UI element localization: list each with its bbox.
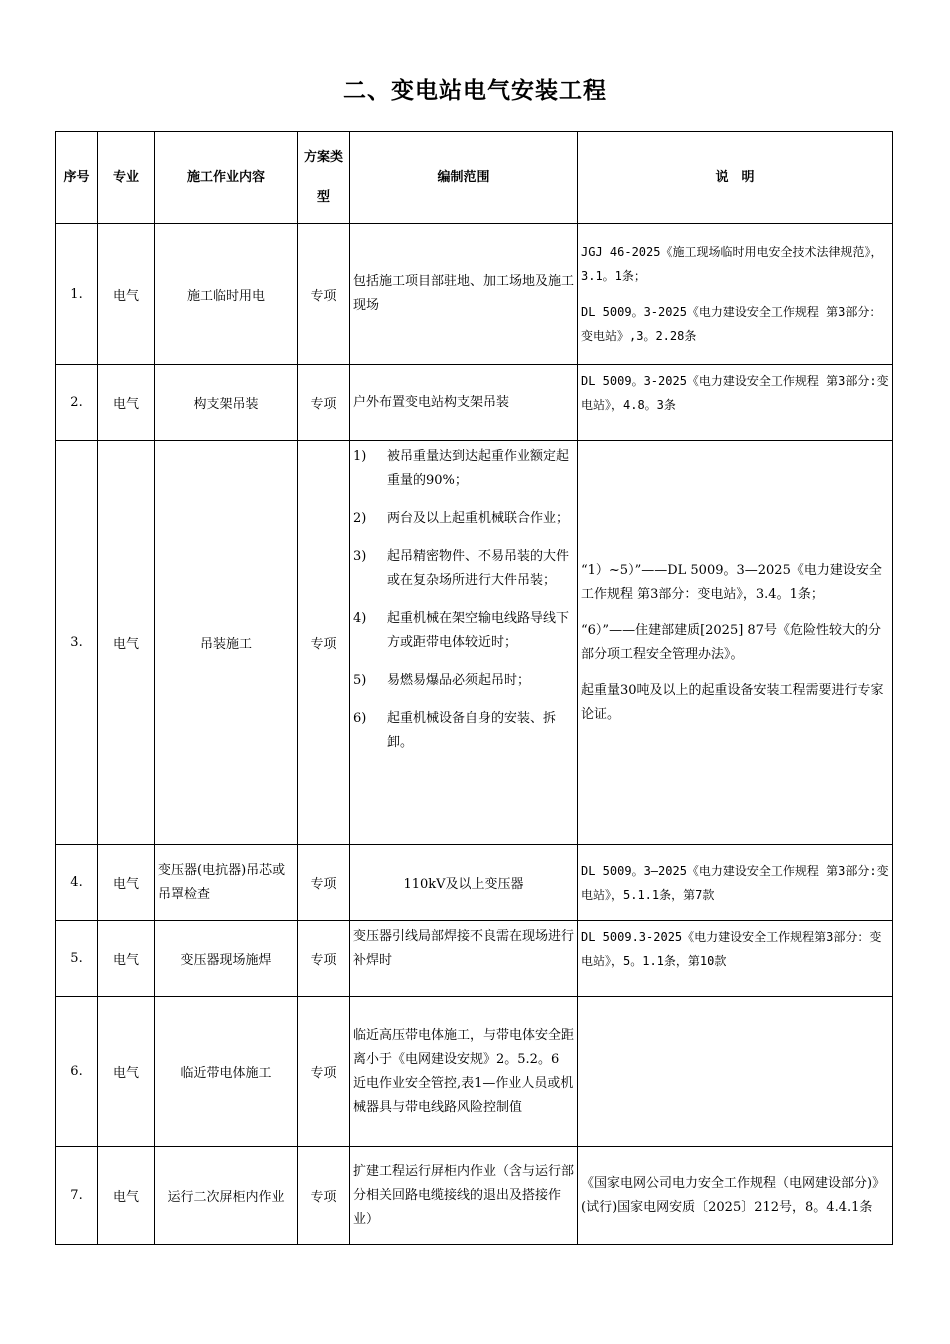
item-text: 起吊精密物件、不易吊装的大件或在复杂场所进行大件吊装； <box>387 549 570 588</box>
note-line: “1）~5）”——DL 5009。3—2025《电力建设安全工作规程 第3部分：变电站》，3.4。1条； <box>581 562 882 602</box>
row-note <box>578 441 893 845</box>
item-text: 两台及以上起重机械联合作业； <box>387 511 570 526</box>
item-text: 起重机械在架空输电线路导线下方或距带电体较近时； <box>387 611 570 650</box>
row-major: 电气 <box>98 1147 155 1245</box>
item-number: 2) <box>353 511 367 526</box>
row-scope: 包括施工项目部驻地、加工场地及施工现场 <box>350 224 578 365</box>
row-note <box>578 224 893 365</box>
row-type: 专项 <box>298 921 350 997</box>
row-scope: 临近高压带电体施工，与带电体安全距离小于《电网建设安规》2。5.2。6 近电作业安全管控,表1—作业人员或机械器具与带电线路风险控制值 <box>350 997 578 1147</box>
note-line: DL 5009。3—2025《电力建设安全工作规程 第3部分:变电站》，5.1.1条，第7款 <box>581 863 889 902</box>
row-major: 电气 <box>98 365 155 441</box>
construction-plan-table <box>55 131 893 1245</box>
table-row <box>56 997 893 1147</box>
item-number: 6) <box>353 711 367 726</box>
note-line: DL 5009。3-2025《电力建设安全工作规程 第3部分:变电站》，4.8。3条 <box>581 374 889 412</box>
row-seq: 3. <box>56 441 98 845</box>
row-note <box>578 921 893 997</box>
note-line: DL 5009。3-2025《电力建设安全工作规程 第3部分：变电站》,3。2.28条 <box>581 305 882 343</box>
header-note: 说 明 <box>578 132 893 224</box>
row-type: 专项 <box>298 365 350 441</box>
row-content: 施工临时用电 <box>155 224 298 365</box>
row-major: 电气 <box>98 921 155 997</box>
note-line: DL 5009.3-2025《电力建设安全工作规程第3部分：变电站》，5。1.1条，第10款 <box>581 930 882 968</box>
item-text: 起重机械设备自身的安装、拆卸。 <box>387 711 557 750</box>
note-line: 《国家电网公司电力安全工作规程（电网建设部分)》(试行)国家电网安质〔2025〕212号，8。4.4.1条 <box>581 1175 886 1215</box>
row-seq: 1. <box>56 224 98 365</box>
row-note <box>578 365 893 441</box>
item-number: 4) <box>353 611 367 626</box>
note-line: 起重量30吨及以上的起重设备安装工程需要进行专家论证。 <box>581 682 884 722</box>
row-scope: 变压器引线局部焊接不良需在现场进行补焊时 <box>350 921 578 997</box>
item-text: 易燃易爆品必须起吊时； <box>387 673 531 688</box>
table-row <box>56 845 893 921</box>
row-note <box>578 845 893 921</box>
row-content: 变压器现场施焊 <box>155 921 298 997</box>
row-type: 专项 <box>298 441 350 845</box>
header-major: 专业 <box>98 132 155 224</box>
row-seq: 7. <box>56 1147 98 1245</box>
table-row <box>56 1147 893 1245</box>
item-text: 被吊重量达到达起重作业额定起重量的90%； <box>387 449 570 488</box>
row-type: 专项 <box>298 997 350 1147</box>
table-header-row <box>56 132 893 224</box>
row-content: 变压器(电抗器)吊芯或吊罩检查 <box>155 845 298 921</box>
list-item <box>353 607 574 655</box>
header-content: 施工作业内容 <box>155 132 298 224</box>
table-row <box>56 441 893 845</box>
row-type: 专项 <box>298 1147 350 1245</box>
item-number: 1) <box>353 449 367 464</box>
table-row <box>56 365 893 441</box>
row-type: 专项 <box>298 845 350 921</box>
page-title: 二、变电站电气安装工程 <box>343 78 607 104</box>
list-item <box>353 545 574 593</box>
row-major: 电气 <box>98 845 155 921</box>
row-seq: 5. <box>56 921 98 997</box>
row-seq: 6. <box>56 997 98 1147</box>
list-item <box>353 707 574 755</box>
row-scope: 户外布置变电站构支架吊装 <box>350 365 578 441</box>
row-major: 电气 <box>98 997 155 1147</box>
item-number: 5) <box>353 673 367 688</box>
row-seq: 2. <box>56 365 98 441</box>
row-note <box>578 997 893 1147</box>
row-major: 电气 <box>98 441 155 845</box>
header-type: 方案类型 <box>298 132 350 224</box>
row-content: 运行二次屏柜内作业 <box>155 1147 298 1245</box>
row-scope: 110kV及以上变压器 <box>350 845 578 921</box>
list-item <box>353 669 574 693</box>
row-content: 吊装施工 <box>155 441 298 845</box>
table-row <box>56 224 893 365</box>
list-item <box>353 507 574 531</box>
note-line: “6）”——住建部建质[2025] 87号《危险性较大的分部分项工程安全管理办法》。 <box>581 622 881 662</box>
row-seq: 4. <box>56 845 98 921</box>
row-type: 专项 <box>298 224 350 365</box>
row-scope <box>350 441 578 845</box>
header-scope: 编制范围 <box>350 132 578 224</box>
note-line: JGJ 46-2025《施工现场临时用电安全技术法律规范》，3.1。1条； <box>581 245 883 283</box>
header-seq: 序号 <box>56 132 98 224</box>
row-content: 临近带电体施工 <box>155 997 298 1147</box>
row-content: 构支架吊装 <box>155 365 298 441</box>
row-note <box>578 1147 893 1245</box>
list-item <box>353 445 574 493</box>
table-row <box>56 921 893 997</box>
scope-list <box>353 445 574 755</box>
row-major: 电气 <box>98 224 155 365</box>
row-scope: 扩建工程运行屏柜内作业（含与运行部分相关回路电缆接线的退出及搭接作业） <box>350 1147 578 1245</box>
item-number: 3) <box>353 549 367 564</box>
